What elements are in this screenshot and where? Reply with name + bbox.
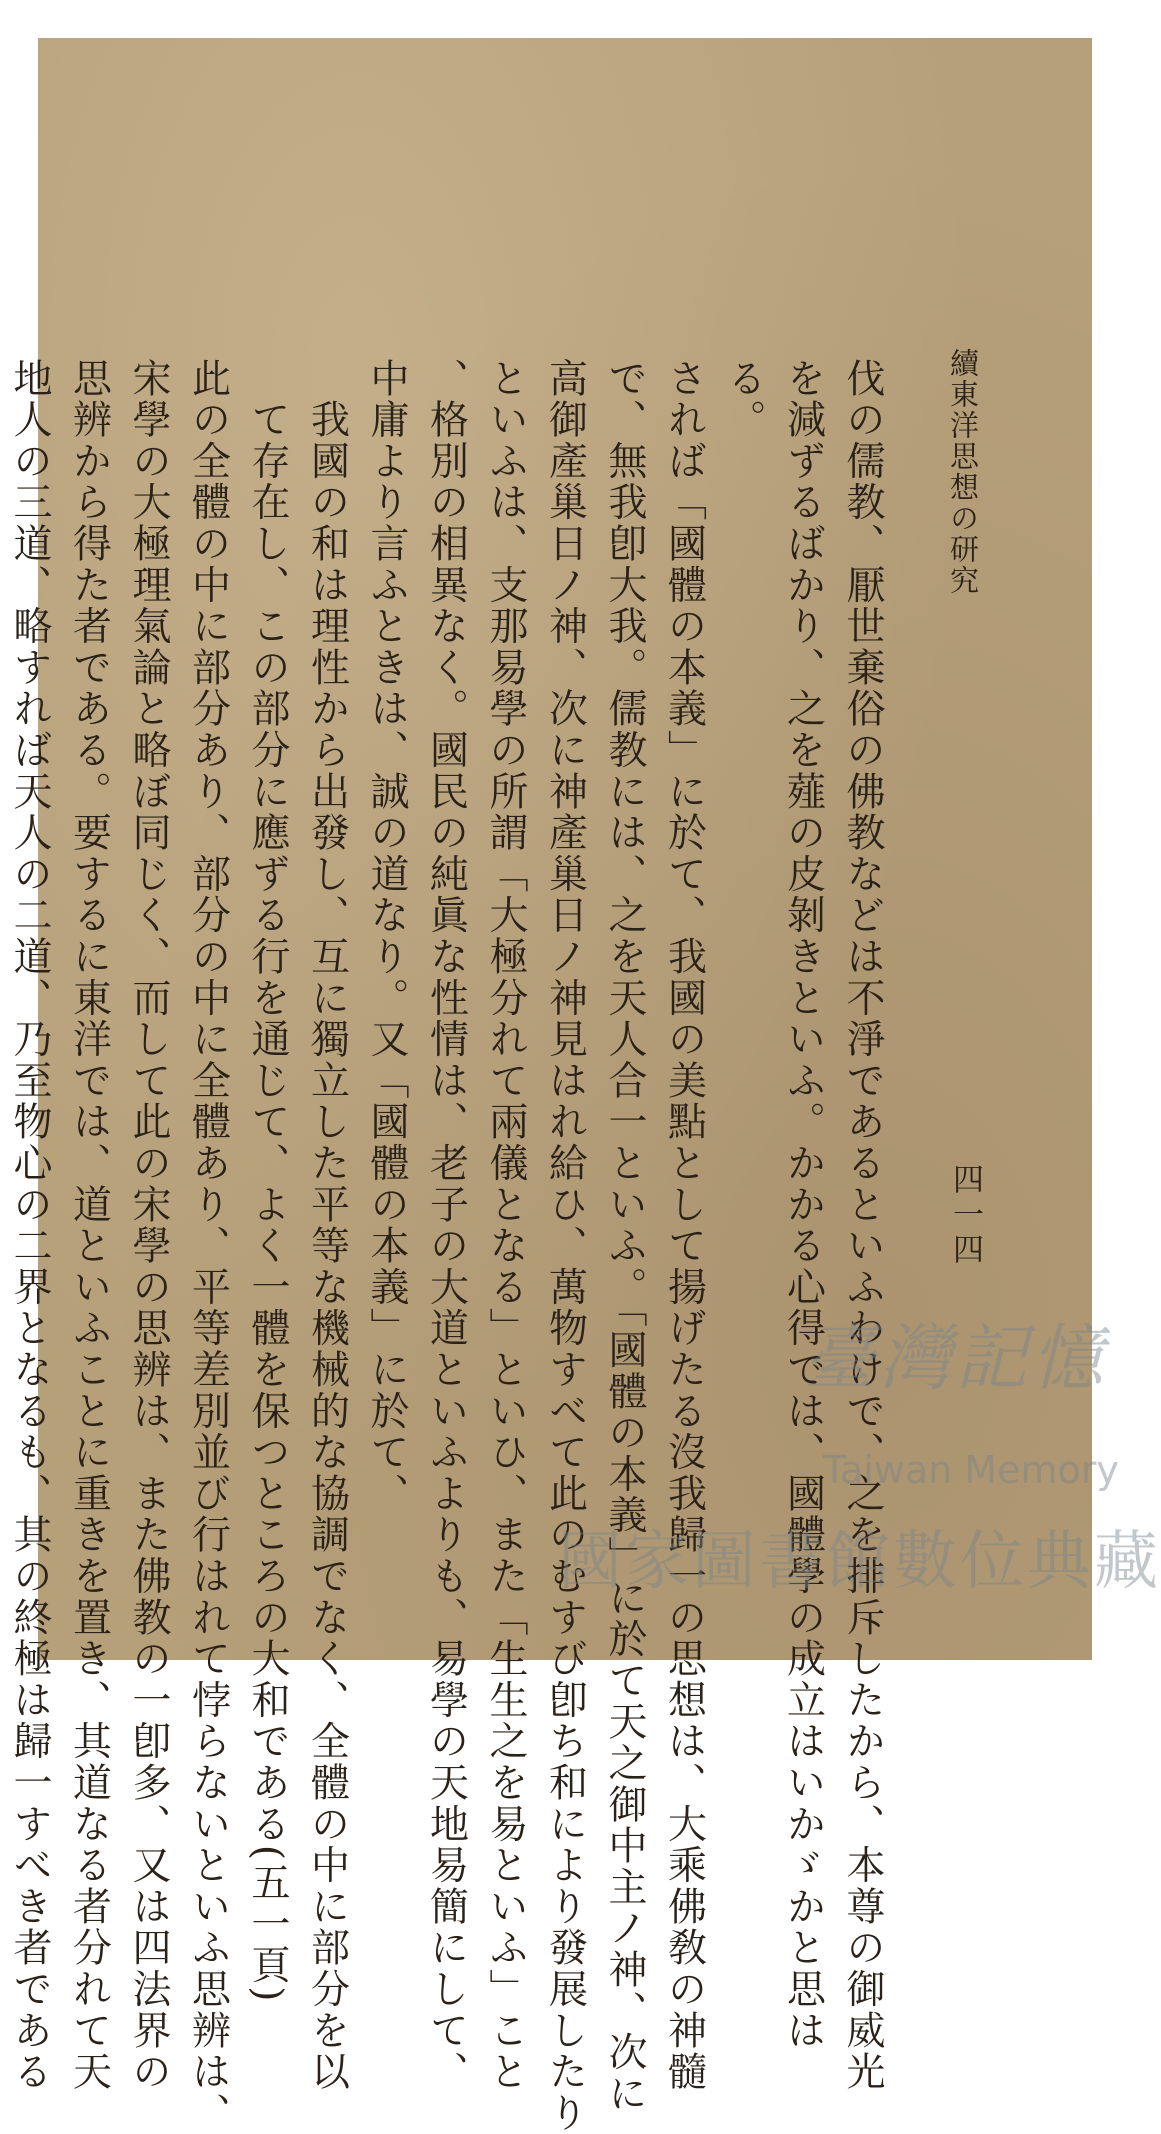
text-line: 高御產巢日ノ神、次に神產巢日ノ神見はれ給ひ、萬物すべて此のむすび卽ち和により發展したり [542, 358, 588, 2134]
running-head: 續東洋思想の研究 [946, 348, 980, 596]
text-line: されば「國體の本義」に於て、我國の美點として揚げたる沒我歸一の思想は、大乘佛敎の神髓 [661, 358, 707, 2093]
quote-line: て存在し、この部分に應ずる行を通じて、よく一體を保つところの大和である(五一頁) [245, 358, 290, 2004]
text-line: 地人の三道、略すれば天人の二道、乃至物心の二界となるも、其の終極は歸一すべき者である [7, 358, 52, 2093]
body-text [0, 358, 892, 2134]
quote-line: 我國の和は理性から出發し、互に獨立した平等な機械的な協調でなく、全體の中に部分を以 [304, 358, 350, 2093]
watermark-chinese: 國家圖書館數位典藏 [558, 1525, 1161, 1599]
text-line: 此の全體の中に部分あり、部分の中に全體あり、平等差別並び行はれて悖らないといふ思辨は、 [185, 358, 231, 2134]
book-page [7, 38, 1161, 2134]
text-line: といふは、支那易學の所謂「大極分れて兩儀となる」といひ、また「生生之を易といふ」こと [483, 358, 528, 2093]
text-line: る。 [721, 358, 766, 441]
text-line: 伐の儒教、厭世棄俗の佛教などは不淨であるといふわけで、之を排斥したから、本尊の御威光 [840, 358, 885, 2093]
text-line: で、無我卽大我。儒教には、之を天人合一といふ。「國體の本義」に於て天之御中主ノ神、次に [602, 358, 647, 2115]
text-line: を減ずるばかり、之を薤の皮剝きといふ。かかる心得では、國體學の成立はいかゞかと思は [780, 358, 826, 2052]
watermark-english: Taiwan Memory [823, 1448, 1119, 1492]
text-line: 宋學の大極理氣論と略ぼ同じく、而して此の宋學の思辨は、また佛教の一卽多、又は四法界の [126, 358, 171, 2093]
page-number: 四一四 [947, 1163, 983, 1268]
text-line: 中庸より言ふときは、誠の道なり。又「國體の本義」に於て、 [364, 358, 409, 1515]
watermark-logo: 臺灣記憶 [803, 1316, 1108, 1400]
text-line: 思辨から得た者である。要するに東洋では、道といふことに重きを置き、其道なる者分れて天 [66, 358, 112, 2093]
text-line: 、格別の相異なく。國民の純眞な性情は、老子の大道といふよりも、易學の天地易簡にして、 [423, 358, 469, 2093]
